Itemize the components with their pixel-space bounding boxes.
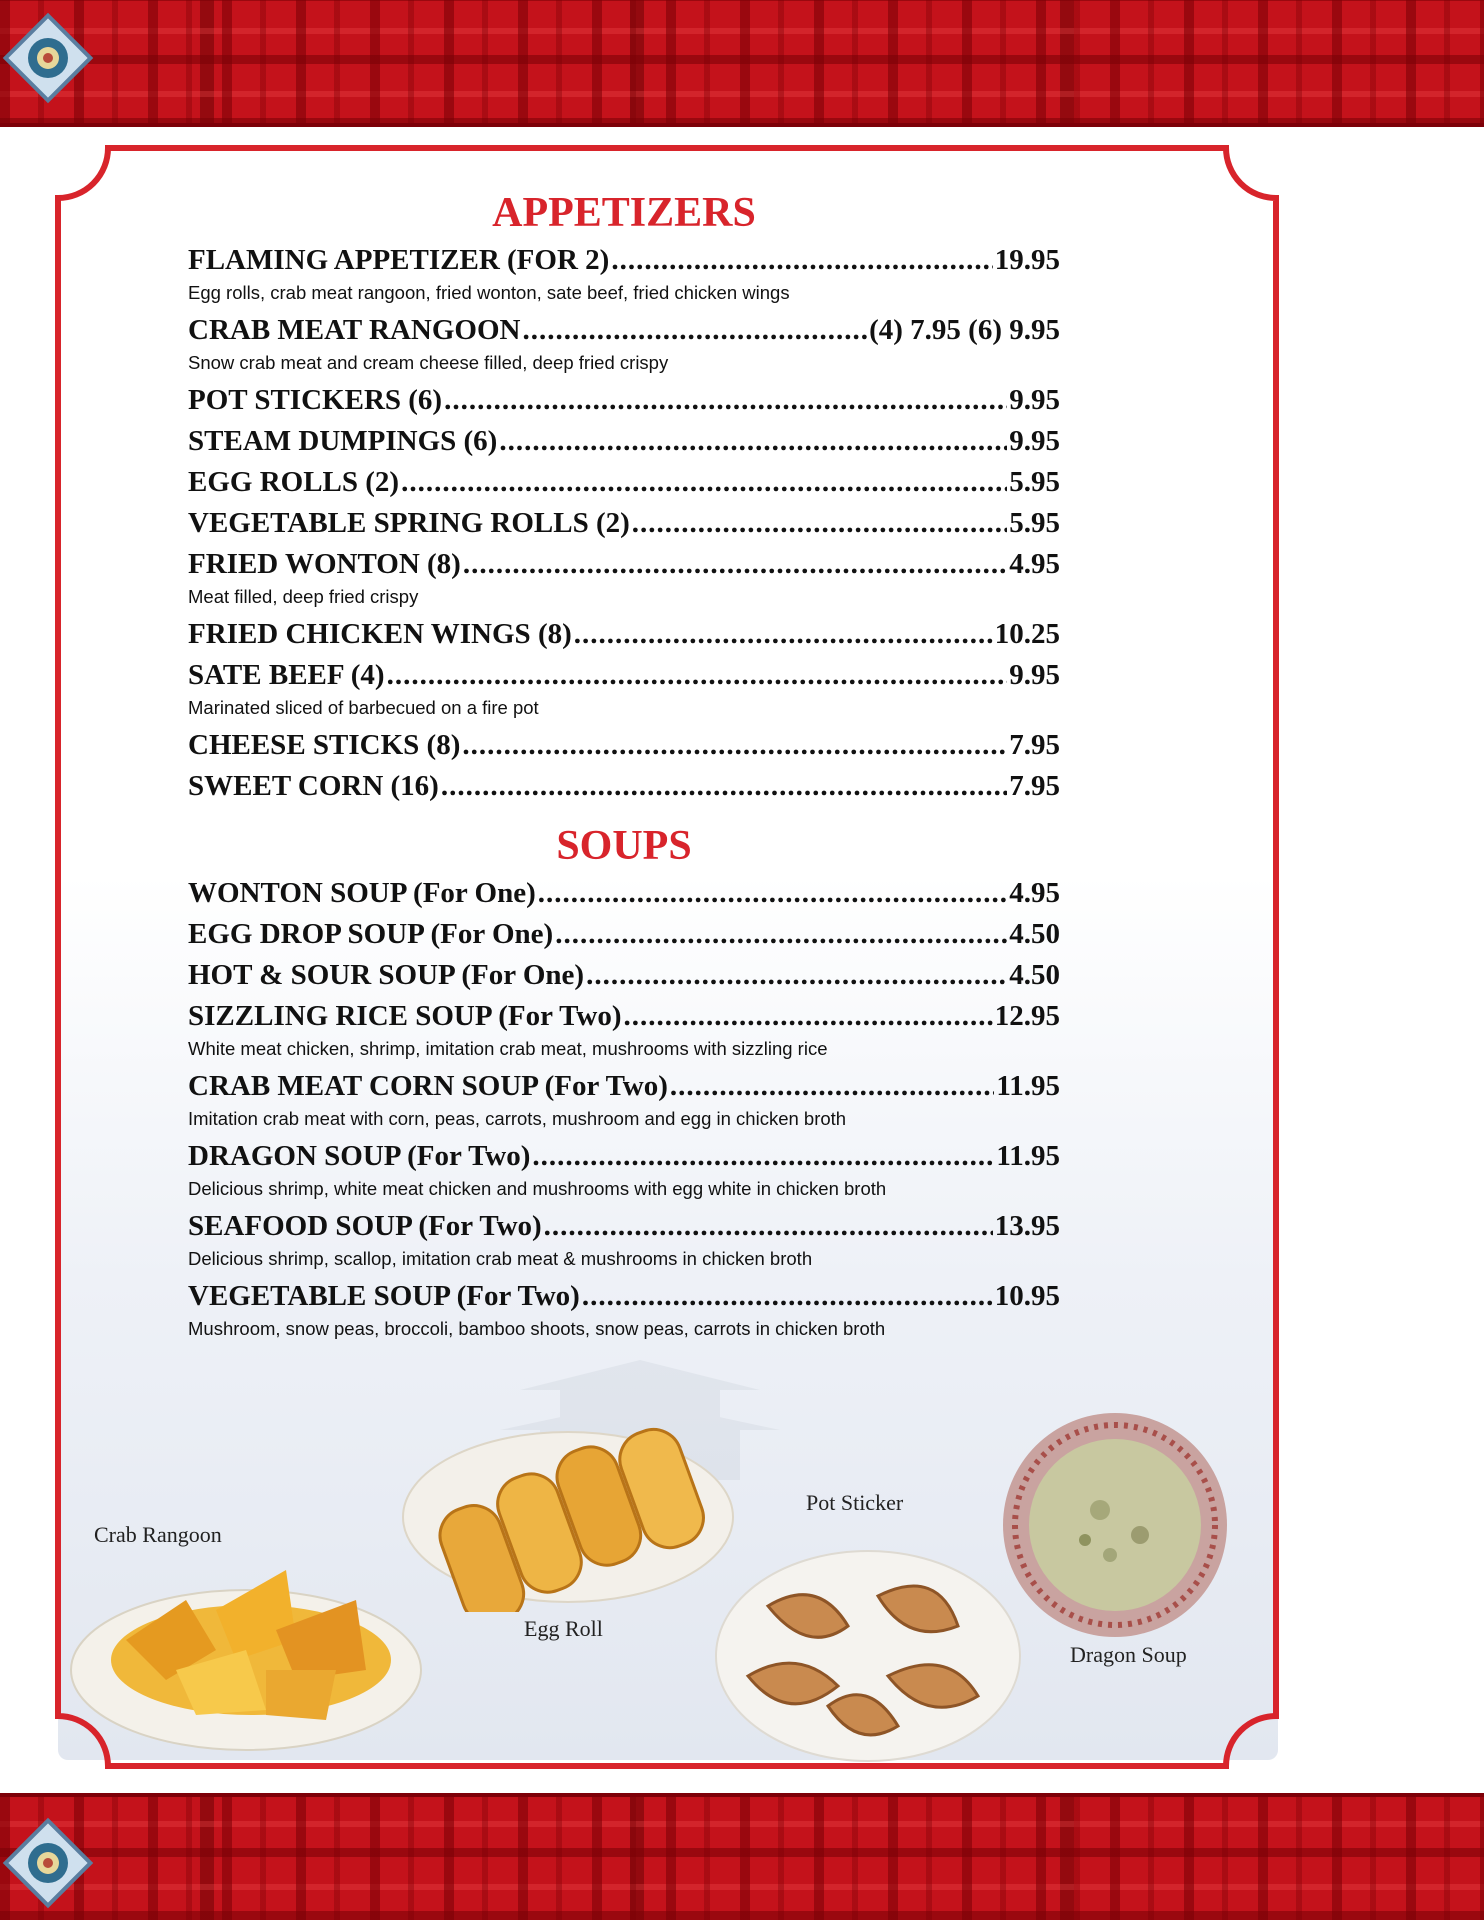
item-name: EGG ROLLS (2)	[188, 466, 400, 498]
leader-dots	[441, 766, 1007, 807]
appetizers-title: APPETIZERS	[492, 190, 756, 236]
leader-dots	[444, 380, 1007, 421]
item-name: CRAB MEAT CORN SOUP (For Two)	[188, 1070, 668, 1102]
menu-content	[188, 188, 1060, 1346]
menu-item	[188, 240, 1060, 305]
item-name: CRAB MEAT RANGOON	[188, 314, 521, 346]
menu-item	[188, 544, 1060, 609]
item-name: HOT & SOUR SOUP (For One)	[188, 959, 585, 991]
item-price: 11.95	[996, 1140, 1060, 1172]
menu-item	[188, 1276, 1060, 1341]
menu-item	[188, 873, 1060, 914]
item-name: SATE BEEF (4)	[188, 659, 385, 691]
item-price: 4.50	[1009, 918, 1060, 950]
item-name: FLAMING APPETIZER (FOR 2)	[188, 244, 610, 276]
item-description: Meat filled, deep fried crispy	[188, 586, 419, 607]
item-price: 11.95	[996, 1070, 1060, 1102]
leader-dots	[574, 614, 993, 655]
item-price: 13.95	[994, 1210, 1060, 1242]
menu-item	[188, 421, 1060, 462]
item-price: 9.95	[1009, 384, 1060, 416]
leader-dots	[401, 462, 1007, 503]
menu-item	[188, 1206, 1060, 1271]
leader-dots	[582, 1276, 993, 1317]
item-description: White meat chicken, shrimp, imitation crab meat, mushrooms with sizzling rice	[188, 1038, 828, 1059]
menu-item	[188, 462, 1060, 503]
item-description: Delicious shrimp, scallop, imitation crab meat & mushrooms in chicken broth	[188, 1248, 813, 1269]
item-name: STEAM DUMPINGS (6)	[188, 425, 498, 457]
menu-item	[188, 503, 1060, 544]
soups-title: SOUPS	[556, 823, 692, 869]
leader-dots	[632, 503, 1007, 544]
leader-dots	[532, 1136, 994, 1177]
egg-roll-caption: Egg Roll	[524, 1616, 603, 1641]
item-price: (4) 7.95 (6) 9.95	[869, 314, 1060, 346]
item-price: 7.95	[1009, 729, 1060, 761]
item-price: 4.50	[1009, 959, 1060, 991]
crab-rangoon-photo	[66, 1530, 426, 1760]
item-price: 19.95	[994, 244, 1060, 276]
item-price: 5.95	[1009, 466, 1060, 498]
leader-dots	[499, 421, 1007, 462]
item-price: 10.95	[994, 1280, 1060, 1312]
item-name: FRIED CHICKEN WINGS (8)	[188, 618, 572, 650]
leader-dots	[670, 1066, 994, 1107]
item-price: 7.95	[1009, 770, 1060, 802]
leader-dots	[623, 996, 992, 1037]
item-name: SIZZLING RICE SOUP (For Two)	[188, 1000, 622, 1032]
leader-dots	[611, 240, 992, 281]
item-description: Imitation crab meat with corn, peas, carrots, mushroom and egg in chicken broth	[188, 1108, 847, 1129]
ornamental-knot-icon	[0, 1815, 96, 1911]
item-name: DRAGON SOUP (For Two)	[188, 1140, 531, 1172]
item-name: WONTON SOUP (For One)	[188, 877, 536, 909]
menu-item	[188, 1066, 1060, 1131]
item-price: 12.95	[994, 1000, 1060, 1032]
menu-item	[188, 380, 1060, 421]
menu-item	[188, 310, 1060, 375]
item-name: FRIED WONTON (8)	[188, 548, 461, 580]
leader-dots	[462, 725, 1007, 766]
item-description: Egg rolls, crab meat rangoon, fried wonton, sate beef, fried chicken wings	[188, 282, 790, 303]
dragon-soup-photo	[1000, 1410, 1230, 1640]
menu-item	[188, 996, 1060, 1061]
item-price: 10.25	[994, 618, 1060, 650]
menu-item	[188, 955, 1060, 996]
item-name: CHEESE STICKS (8)	[188, 729, 461, 761]
leader-dots	[586, 955, 1007, 996]
leader-dots	[555, 914, 1007, 955]
item-description: Snow crab meat and cream cheese filled, deep fried crispy	[188, 352, 669, 373]
egg-roll-photo	[398, 1412, 738, 1612]
item-name: SWEET CORN (16)	[188, 770, 439, 802]
item-price: 9.95	[1009, 425, 1060, 457]
menu-item	[188, 914, 1060, 955]
leader-dots	[538, 873, 1008, 914]
item-name: VEGETABLE SPRING ROLLS (2)	[188, 507, 630, 539]
menu-item	[188, 725, 1060, 766]
leader-dots	[463, 544, 1007, 585]
item-price: 4.95	[1009, 877, 1060, 909]
bottom-lattice-border	[0, 1793, 1484, 1920]
crab-rangoon-caption: Crab Rangoon	[94, 1522, 222, 1547]
leader-dots	[544, 1206, 993, 1247]
item-price: 4.95	[1009, 548, 1060, 580]
item-name: SEAFOOD SOUP (For Two)	[188, 1210, 542, 1242]
menu-item	[188, 766, 1060, 807]
item-description: Mushroom, snow peas, broccoli, bamboo shoots, snow peas, carrots in chicken broth	[188, 1318, 886, 1339]
pot-sticker-photo	[708, 1536, 1028, 1766]
menu-item	[188, 1136, 1060, 1201]
item-description: Delicious shrimp, white meat chicken and mushrooms with egg white in chicken broth	[188, 1178, 887, 1199]
menu-item	[188, 655, 1060, 720]
item-description: Marinated sliced of barbecued on a fire pot	[188, 697, 539, 718]
leader-dots	[522, 310, 867, 351]
item-name: POT STICKERS (6)	[188, 384, 443, 416]
dragon-soup-caption: Dragon Soup	[1070, 1642, 1187, 1667]
item-name: EGG DROP SOUP (For One)	[188, 918, 554, 950]
item-price: 9.95	[1009, 659, 1060, 691]
pot-sticker-caption: Pot Sticker	[806, 1490, 904, 1515]
item-price: 5.95	[1009, 507, 1060, 539]
leader-dots	[387, 655, 1008, 696]
menu-item	[188, 614, 1060, 655]
item-name: VEGETABLE SOUP (For Two)	[188, 1280, 580, 1312]
